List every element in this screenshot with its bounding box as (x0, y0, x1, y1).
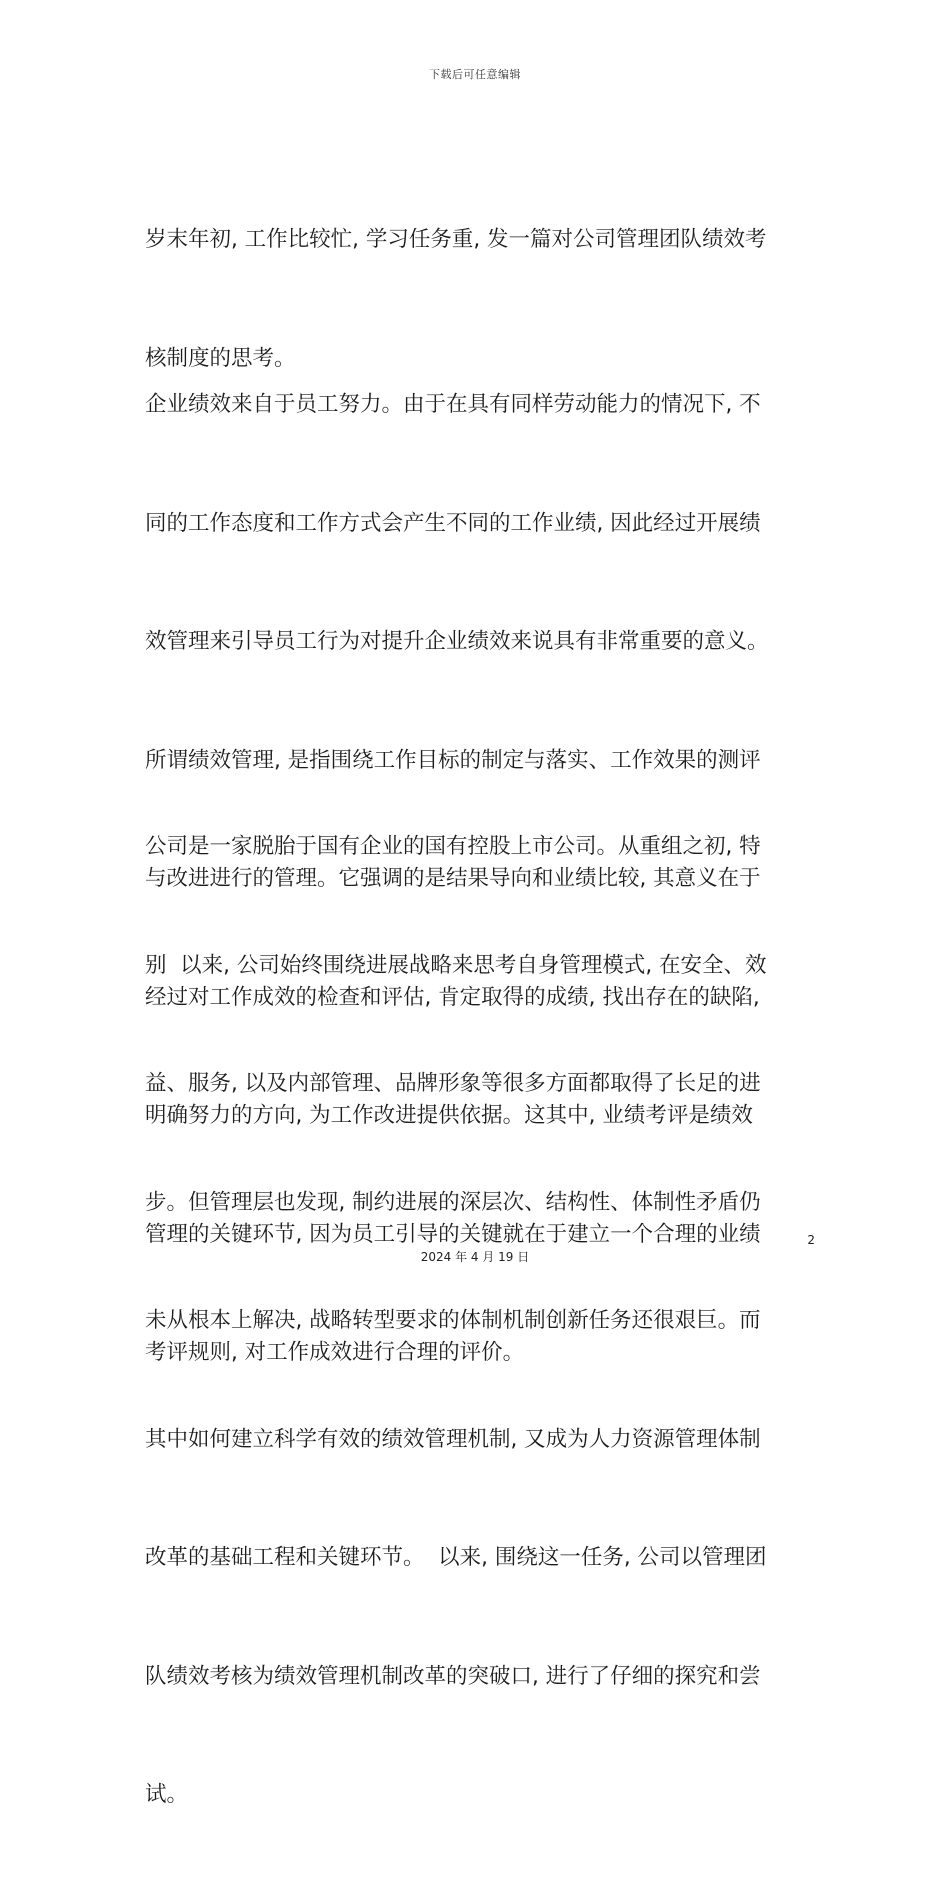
paragraph-line: 明确努力的方向, 为工作改进提供依据。这其中, 业绩考评是绩效 (145, 1103, 753, 1128)
footer-date: 2024 年 4 月 19 日 (420, 1250, 530, 1264)
paragraph-line: 岁末年初, 工作比较忙, 学习任务重, 发一篇对公司管理团队绩效考 (145, 227, 767, 252)
paragraph-line: 所谓绩效管理, 是指围绕工作目标的制定与落实、工作效果的测评 (145, 747, 761, 773)
page-number: 2 (807, 1233, 815, 1247)
paragraph-line: 企业绩效来自于员工努力。由于在具有同样劳动能力的情况下, 不 (145, 392, 761, 417)
paragraph-line: 公司是一家脱胎于国有企业的国有控股上市公司。从重组之初, 特 (145, 834, 761, 859)
paragraph-line: 其中如何建立科学有效的绩效管理机制, 又成为人力资源管理体制 (145, 1426, 761, 1452)
paragraph-line: 经过对工作成效的检查和评估, 肯定取得的成绩, 找出存在的缺陷, (145, 984, 760, 1010)
paragraph-line: 益、服务, 以及内部管理、品牌形象等很多方面都取得了长足的进 (145, 1071, 761, 1096)
paragraph-line: 改革的基础工程和关键环节。 以来, 围绕这一任务, 公司以管理团 (145, 1545, 767, 1570)
paragraph-line: 别 以来, 公司始终围绕进展战略来思考自身管理模式, 在安全、效 (145, 952, 767, 978)
page-header: 下载后可任意编辑 (429, 68, 521, 81)
paragraph-company-background (145, 748, 807, 1894)
paragraph-line: 效管理来引导员工行为对提升企业绩效来说具有非常重要的意义。 (145, 629, 769, 654)
paragraph-line: 管理的关键环节, 因为员工引导的关键就在于建立一个合理的业绩 (145, 1221, 761, 1247)
paragraph-line: 核制度的思考。 (145, 345, 296, 371)
paragraph-line: 考评规则, 对工作成效进行合理的评价。 (145, 1340, 525, 1365)
paragraph-line: 与改进进行的管理。它强调的是结果导向和业绩比较, 其意义在于 (145, 866, 761, 891)
paragraph-line: 步。但管理层也发现, 制约进展的深层次、结构性、体制性矛盾仍 (145, 1189, 761, 1215)
paragraph-line: 同的工作态度和工作方式会产生不同的工作业绩, 因此经过开展绩 (145, 510, 761, 536)
paragraph-line: 未从根本上解决, 战略转型要求的体制机制创新任务还很艰巨。而 (145, 1308, 761, 1333)
paragraph-line: 队绩效考核为绩效管理机制改革的突破口, 进行了仔细的探究和尝 (145, 1663, 761, 1689)
paragraph-line: 试。 (145, 1782, 189, 1807)
